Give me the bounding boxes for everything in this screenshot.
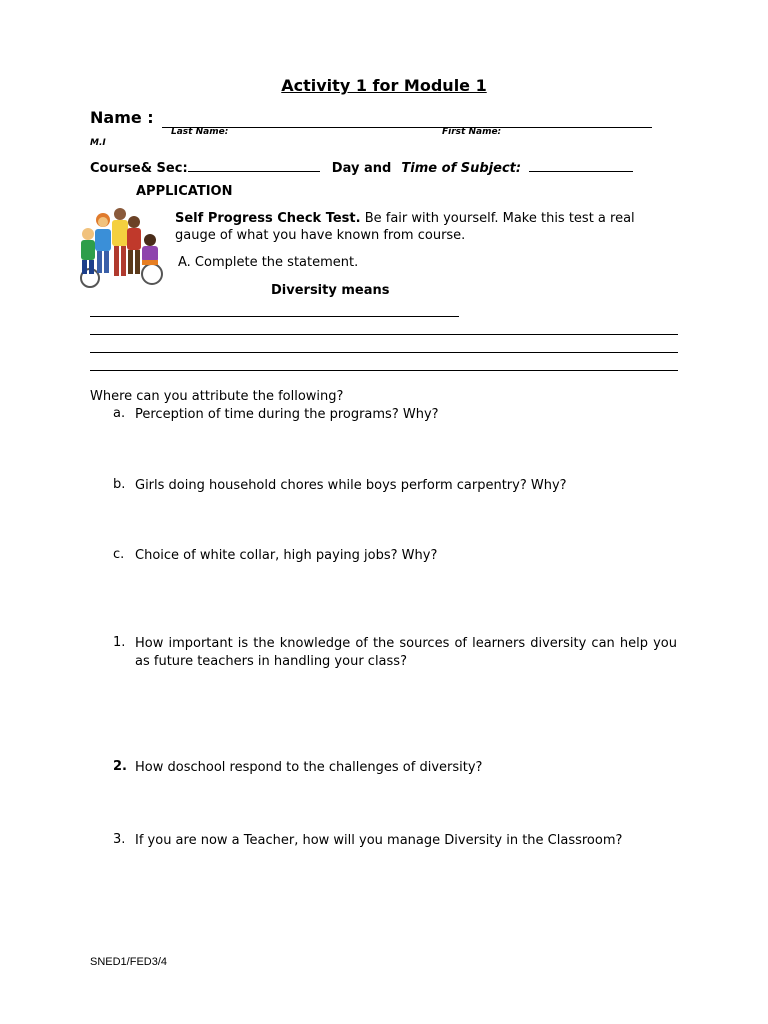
last-name-label: Last Name: [171,127,229,137]
course-row [90,158,633,176]
time-of-subject-label: Time of Subject: [401,161,522,176]
intro-paragraph [175,210,695,244]
item-marker: c. [113,547,125,562]
question-marker: 2. [113,759,127,774]
diversity-prompt: Diversity means [271,283,390,298]
name-label: Name : [90,108,154,127]
time-of-subject-input-line[interactable] [529,158,633,172]
day-label: Day and [331,161,392,176]
intro-text-line2: gauge of what you have known from course. [175,228,466,243]
question-marker: 1. [113,635,126,650]
students-group-icon [76,202,164,290]
answer-line[interactable] [90,352,678,353]
question-text: How doschool respond to the challenges of diversity? [135,760,483,775]
attribute-lead: Where can you attribute the following? [90,389,344,404]
item-marker: a. [113,406,126,421]
question-text: How important is the knowledge of the sources of learners diversity can help you as future teachers in handling your class? [135,636,677,669]
students-group-illustration [76,202,164,290]
item-text: Perception of time during the programs? Why? [135,407,439,422]
name-input-line[interactable] [162,108,652,128]
intro-bold-text: Self Progress Check Test. [175,211,361,226]
item-text: Girls doing household chores while boys perform carpentry? Why? [135,478,567,493]
part-a-instruction: A. Complete the statement. [178,255,359,270]
question-marker: 3. [113,832,126,847]
answer-line[interactable] [90,334,678,335]
page-title: Activity 1 for Module 1 [281,76,487,95]
course-sec-label: Course& Sec: [90,161,188,176]
course-sec-input-line[interactable] [188,158,320,172]
intro-text-line1: Be fair with yourself. Make this test a real [364,211,635,226]
first-name-label: First Name: [442,127,502,137]
question-text: If you are now a Teacher, how will you manage Diversity in the Classroom? [135,833,623,848]
item-marker: b. [113,477,126,492]
answer-line[interactable] [90,370,678,371]
answer-line[interactable] [90,316,459,317]
application-heading: APPLICATION [136,184,233,199]
middle-initial-label: M.I [90,138,106,148]
footer-code: SNED1/FED3/4 [90,956,168,968]
item-text: Choice of white collar, high paying jobs? Why? [135,548,438,563]
